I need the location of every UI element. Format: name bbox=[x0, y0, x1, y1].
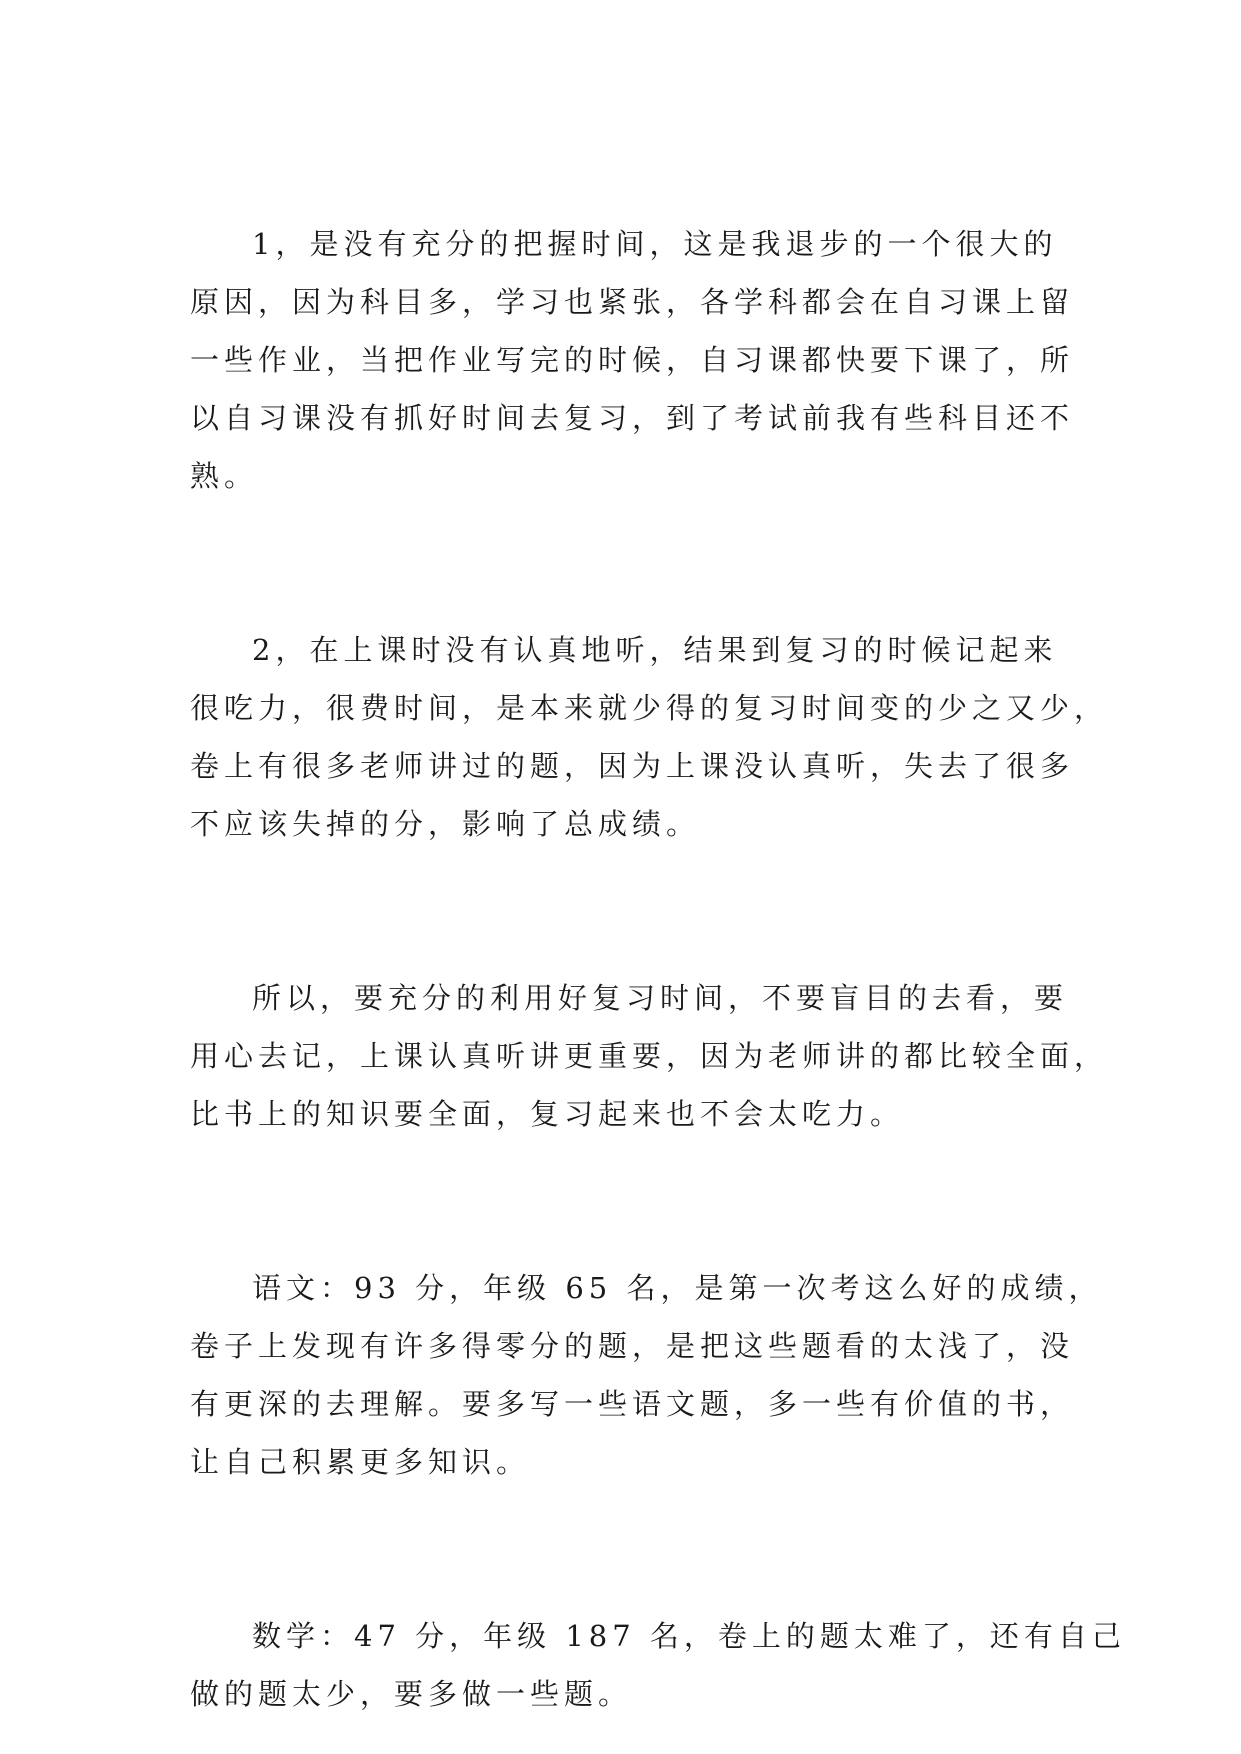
paragraph-line: 原因，因为科目多，学习也紧张，各学科都会在自习课上留 bbox=[190, 285, 1075, 319]
paragraph-line: 不应该失掉的分，影响了总成绩。 bbox=[190, 807, 701, 841]
paragraph-spacer bbox=[190, 505, 1050, 621]
paragraph-line: 以自习课没有抓好时间去复习，到了考试前我有些科目还不 bbox=[190, 401, 1075, 435]
paragraph-line: 所以，要充分的利用好复习时间，不要盲目的去看，要 bbox=[252, 981, 1069, 1015]
paragraph-spacer bbox=[190, 1491, 1050, 1607]
paragraph-line: 让自己积累更多知识。 bbox=[190, 1445, 531, 1479]
paragraph-line: 一些作业，当把作业写完的时候，自习课都快要下课了，所 bbox=[190, 343, 1075, 377]
paragraph-line: 1，是没有充分的把握时间，这是我退步的一个很大的 bbox=[252, 227, 1058, 261]
paragraph-line: 用心去记，上课认真听讲更重要，因为老师讲的都比较全面， bbox=[190, 1039, 1109, 1073]
paragraph-4 bbox=[190, 1259, 1103, 1491]
paragraph-5 bbox=[190, 1607, 1126, 1723]
paragraph-2 bbox=[190, 621, 1109, 853]
paragraph-line: 语文：93 分，年级 65 名，是第一次考这么好的成绩， bbox=[252, 1271, 1103, 1305]
paragraph-line: 卷上有很多老师讲过的题，因为上课没认真听，失去了很多 bbox=[190, 749, 1075, 783]
paragraph-line: 有更深的去理解。要多写一些语文题，多一些有价值的书， bbox=[190, 1387, 1075, 1421]
document-body bbox=[190, 215, 1126, 1723]
paragraph-line: 卷子上发现有许多得零分的题，是把这些题看的太浅了，没 bbox=[190, 1329, 1075, 1363]
paragraph-3 bbox=[190, 969, 1109, 1143]
paragraph-line: 数学：47 分，年级 187 名，卷上的题太难了，还有自己 bbox=[252, 1619, 1126, 1653]
paragraph-1 bbox=[190, 215, 1075, 505]
paragraph-spacer bbox=[190, 853, 1050, 969]
paragraph-line: 2，在上课时没有认真地听，结果到复习的时候记起来 bbox=[252, 633, 1058, 667]
paragraph-spacer bbox=[190, 1143, 1050, 1259]
paragraph-line: 很吃力，很费时间，是本来就少得的复习时间变的少之又少， bbox=[190, 691, 1109, 725]
paragraph-line: 做的题太少，要多做一些题。 bbox=[190, 1677, 633, 1711]
paragraph-line: 比书上的知识要全面，复习起来也不会太吃力。 bbox=[190, 1097, 905, 1131]
paragraph-line: 熟。 bbox=[190, 459, 259, 493]
